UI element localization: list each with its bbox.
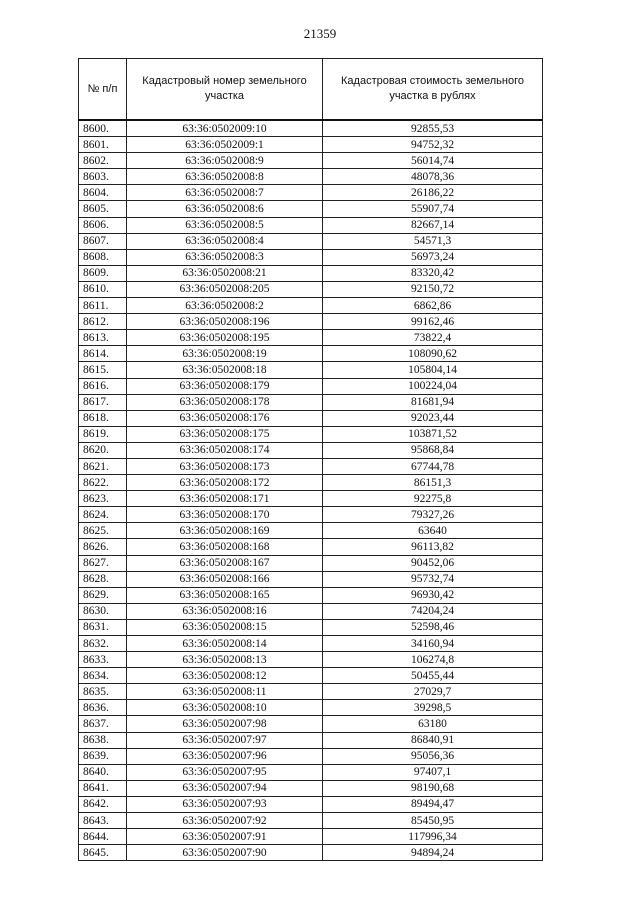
row-number-cell: 8610. <box>79 281 127 297</box>
cadastral-number-cell: 63:36:0502007:94 <box>127 780 323 796</box>
table-row <box>79 410 543 426</box>
row-number-cell: 8629. <box>79 587 127 603</box>
cadastral-value-cell: 73822,4 <box>323 330 543 346</box>
cadastral-number-cell: 63:36:0502008:178 <box>127 394 323 410</box>
table-row <box>79 829 543 845</box>
cadastral-value-cell: 96930,42 <box>323 587 543 603</box>
cadastral-value-cell: 56014,74 <box>323 153 543 169</box>
cadastral-value-cell: 85450,95 <box>323 813 543 829</box>
table-row <box>79 217 543 233</box>
cadastral-value-cell: 95868,84 <box>323 442 543 458</box>
row-number-cell: 8630. <box>79 603 127 619</box>
table-row <box>79 185 543 201</box>
cadastral-number-cell: 63:36:0502008:9 <box>127 153 323 169</box>
cadastral-value-cell: 95732,74 <box>323 571 543 587</box>
cadastral-value-cell: 105804,14 <box>323 362 543 378</box>
row-number-cell: 8639. <box>79 748 127 764</box>
table-row <box>79 169 543 185</box>
cadastral-value-cell: 106274,8 <box>323 652 543 668</box>
cadastral-number-cell: 63:36:0502009:10 <box>127 120 323 137</box>
table-row <box>79 346 543 362</box>
row-number-cell: 8607. <box>79 233 127 249</box>
cadastral-value-cell: 98190,68 <box>323 780 543 796</box>
row-number-cell: 8601. <box>79 137 127 153</box>
cadastral-value-cell: 100224,04 <box>323 378 543 394</box>
cadastral-number-cell: 63:36:0502008:172 <box>127 475 323 491</box>
cadastral-value-cell: 81681,94 <box>323 394 543 410</box>
cadastral-value-cell: 108090,62 <box>323 346 543 362</box>
row-number-cell: 8643. <box>79 813 127 829</box>
cadastral-table <box>78 58 543 861</box>
cadastral-number-cell: 63:36:0502008:6 <box>127 201 323 217</box>
table-row <box>79 684 543 700</box>
cadastral-value-cell: 67744,78 <box>323 458 543 474</box>
cadastral-value-cell: 83320,42 <box>323 265 543 281</box>
table-row <box>79 265 543 281</box>
cadastral-value-cell: 86840,91 <box>323 732 543 748</box>
row-number-cell: 8627. <box>79 555 127 571</box>
cadastral-number-cell: 63:36:0502007:96 <box>127 748 323 764</box>
cadastral-value-cell: 89494,47 <box>323 796 543 812</box>
row-number-cell: 8645. <box>79 845 127 861</box>
cadastral-number-cell: 63:36:0502009:1 <box>127 137 323 153</box>
table-row <box>79 523 543 539</box>
cadastral-number-cell: 63:36:0502008:14 <box>127 636 323 652</box>
row-number-cell: 8637. <box>79 716 127 732</box>
table-row <box>79 137 543 153</box>
row-number-cell: 8614. <box>79 346 127 362</box>
table-row <box>79 298 543 314</box>
cadastral-value-cell: 39298,5 <box>323 700 543 716</box>
row-number-cell: 8619. <box>79 426 127 442</box>
row-number-cell: 8606. <box>79 217 127 233</box>
row-number-cell: 8611. <box>79 298 127 314</box>
row-number-cell: 8604. <box>79 185 127 201</box>
cadastral-number-cell: 63:36:0502008:5 <box>127 217 323 233</box>
row-number-cell: 8642. <box>79 796 127 812</box>
cadastral-number-cell: 63:36:0502008:11 <box>127 684 323 700</box>
table-row <box>79 796 543 812</box>
table-row <box>79 201 543 217</box>
cadastral-number-cell: 63:36:0502008:168 <box>127 539 323 555</box>
row-number-cell: 8616. <box>79 378 127 394</box>
header-row <box>79 59 543 121</box>
cadastral-number-cell: 63:36:0502008:165 <box>127 587 323 603</box>
row-number-cell: 8620. <box>79 442 127 458</box>
cadastral-value-cell: 34160,94 <box>323 636 543 652</box>
cadastral-value-cell: 74204,24 <box>323 603 543 619</box>
table-row <box>79 571 543 587</box>
table-row <box>79 442 543 458</box>
table-row <box>79 700 543 716</box>
cadastral-number-cell: 63:36:0502008:171 <box>127 491 323 507</box>
table-row <box>79 378 543 394</box>
table-row <box>79 314 543 330</box>
header-cadastral-number: Кадастровый номер земельного участка <box>127 59 323 121</box>
row-number-cell: 8605. <box>79 201 127 217</box>
row-number-cell: 8636. <box>79 700 127 716</box>
table-row <box>79 362 543 378</box>
cadastral-value-cell: 52598,46 <box>323 619 543 635</box>
cadastral-number-cell: 63:36:0502008:195 <box>127 330 323 346</box>
table-row <box>79 507 543 523</box>
cadastral-number-cell: 63:36:0502008:12 <box>127 668 323 684</box>
row-number-cell: 8631. <box>79 619 127 635</box>
cadastral-value-cell: 86151,3 <box>323 475 543 491</box>
row-number-cell: 8603. <box>79 169 127 185</box>
table-row <box>79 845 543 861</box>
table-row <box>79 475 543 491</box>
table-header <box>79 59 543 121</box>
cadastral-number-cell: 63:36:0502008:19 <box>127 346 323 362</box>
cadastral-number-cell: 63:36:0502007:93 <box>127 796 323 812</box>
table-row <box>79 330 543 346</box>
cadastral-number-cell: 63:36:0502008:2 <box>127 298 323 314</box>
row-number-cell: 8633. <box>79 652 127 668</box>
row-number-cell: 8618. <box>79 410 127 426</box>
table-row <box>79 153 543 169</box>
row-number-cell: 8612. <box>79 314 127 330</box>
table-row <box>79 491 543 507</box>
cadastral-value-cell: 92855,53 <box>323 120 543 137</box>
row-number-cell: 8626. <box>79 539 127 555</box>
cadastral-number-cell: 63:36:0502008:173 <box>127 458 323 474</box>
cadastral-value-cell: 99162,46 <box>323 314 543 330</box>
cadastral-number-cell: 63:36:0502007:97 <box>127 732 323 748</box>
row-number-cell: 8638. <box>79 732 127 748</box>
page-number: 21359 <box>303 26 337 41</box>
cadastral-value-cell: 94894,24 <box>323 845 543 861</box>
cadastral-number-cell: 63:36:0502008:167 <box>127 555 323 571</box>
cadastral-value-cell: 63180 <box>323 716 543 732</box>
cadastral-number-cell: 63:36:0502008:15 <box>127 619 323 635</box>
cadastral-value-cell: 27029,7 <box>323 684 543 700</box>
row-number-cell: 8602. <box>79 153 127 169</box>
cadastral-number-cell: 63:36:0502007:98 <box>127 716 323 732</box>
table-row <box>79 233 543 249</box>
table-row <box>79 619 543 635</box>
row-number-cell: 8640. <box>79 764 127 780</box>
cadastral-number-cell: 63:36:0502008:4 <box>127 233 323 249</box>
table-row <box>79 668 543 684</box>
table-row <box>79 780 543 796</box>
row-number-cell: 8617. <box>79 394 127 410</box>
cadastral-number-cell: 63:36:0502008:16 <box>127 603 323 619</box>
cadastral-number-cell: 63:36:0502008:170 <box>127 507 323 523</box>
cadastral-number-cell: 63:36:0502008:13 <box>127 652 323 668</box>
cadastral-number-cell: 63:36:0502008:169 <box>127 523 323 539</box>
cadastral-number-cell: 63:36:0502008:205 <box>127 281 323 297</box>
row-number-cell: 8613. <box>79 330 127 346</box>
table-row <box>79 281 543 297</box>
table-row <box>79 458 543 474</box>
table-row <box>79 603 543 619</box>
cadastral-value-cell: 103871,52 <box>323 426 543 442</box>
cadastral-value-cell: 96113,82 <box>323 539 543 555</box>
table-row <box>79 394 543 410</box>
cadastral-number-cell: 63:36:0502008:7 <box>127 185 323 201</box>
table-row <box>79 748 543 764</box>
cadastral-number-cell: 63:36:0502008:175 <box>127 426 323 442</box>
table-row <box>79 716 543 732</box>
row-number-cell: 8634. <box>79 668 127 684</box>
row-number-cell: 8632. <box>79 636 127 652</box>
cadastral-number-cell: 63:36:0502008:174 <box>127 442 323 458</box>
cadastral-value-cell: 63640 <box>323 523 543 539</box>
table-row <box>79 732 543 748</box>
table-row <box>79 652 543 668</box>
cadastral-value-cell: 50455,44 <box>323 668 543 684</box>
cadastral-number-cell: 63:36:0502008:179 <box>127 378 323 394</box>
header-cadastral-value: Кадастровая стоимость земельного участка в рублях <box>323 59 543 121</box>
cadastral-value-cell: 90452,06 <box>323 555 543 571</box>
row-number-cell: 8621. <box>79 458 127 474</box>
cadastral-value-cell: 94752,32 <box>323 137 543 153</box>
cadastral-value-cell: 117996,34 <box>323 829 543 845</box>
row-number-cell: 8625. <box>79 523 127 539</box>
row-number-cell: 8644. <box>79 829 127 845</box>
cadastral-number-cell: 63:36:0502008:21 <box>127 265 323 281</box>
cadastral-value-cell: 48078,36 <box>323 169 543 185</box>
row-number-cell: 8608. <box>79 249 127 265</box>
row-number-cell: 8628. <box>79 571 127 587</box>
cadastral-value-cell: 79327,26 <box>323 507 543 523</box>
table-row <box>79 636 543 652</box>
row-number-cell: 8635. <box>79 684 127 700</box>
cadastral-number-cell: 63:36:0502008:196 <box>127 314 323 330</box>
cadastral-value-cell: 92275,8 <box>323 491 543 507</box>
cadastral-value-cell: 6862,86 <box>323 298 543 314</box>
table-row <box>79 764 543 780</box>
table-row <box>79 587 543 603</box>
table-row <box>79 426 543 442</box>
cadastral-number-cell: 63:36:0502008:176 <box>127 410 323 426</box>
cadastral-number-cell: 63:36:0502007:90 <box>127 845 323 861</box>
cadastral-value-cell: 54571,3 <box>323 233 543 249</box>
cadastral-number-cell: 63:36:0502008:8 <box>127 169 323 185</box>
cadastral-number-cell: 63:36:0502008:3 <box>127 249 323 265</box>
table-row <box>79 120 543 137</box>
row-number-cell: 8622. <box>79 475 127 491</box>
cadastral-value-cell: 97407,1 <box>323 764 543 780</box>
row-number-cell: 8609. <box>79 265 127 281</box>
cadastral-number-cell: 63:36:0502008:18 <box>127 362 323 378</box>
table-row <box>79 539 543 555</box>
cadastral-value-cell: 55907,74 <box>323 201 543 217</box>
cadastral-value-cell: 26186,22 <box>323 185 543 201</box>
header-num: № п/п <box>79 59 127 121</box>
row-number-cell: 8600. <box>79 120 127 137</box>
cadastral-number-cell: 63:36:0502008:10 <box>127 700 323 716</box>
cadastral-value-cell: 92150,72 <box>323 281 543 297</box>
cadastral-number-cell: 63:36:0502007:95 <box>127 764 323 780</box>
cadastral-number-cell: 63:36:0502008:166 <box>127 571 323 587</box>
table-row <box>79 249 543 265</box>
cadastral-value-cell: 82667,14 <box>323 217 543 233</box>
table-body <box>79 120 543 861</box>
cadastral-value-cell: 56973,24 <box>323 249 543 265</box>
table-row <box>79 813 543 829</box>
cadastral-number-cell: 63:36:0502007:92 <box>127 813 323 829</box>
row-number-cell: 8641. <box>79 780 127 796</box>
row-number-cell: 8615. <box>79 362 127 378</box>
cadastral-value-cell: 95056,36 <box>323 748 543 764</box>
cadastral-number-cell: 63:36:0502007:91 <box>127 829 323 845</box>
cadastral-value-cell: 92023,44 <box>323 410 543 426</box>
table-row <box>79 555 543 571</box>
row-number-cell: 8623. <box>79 491 127 507</box>
row-number-cell: 8624. <box>79 507 127 523</box>
